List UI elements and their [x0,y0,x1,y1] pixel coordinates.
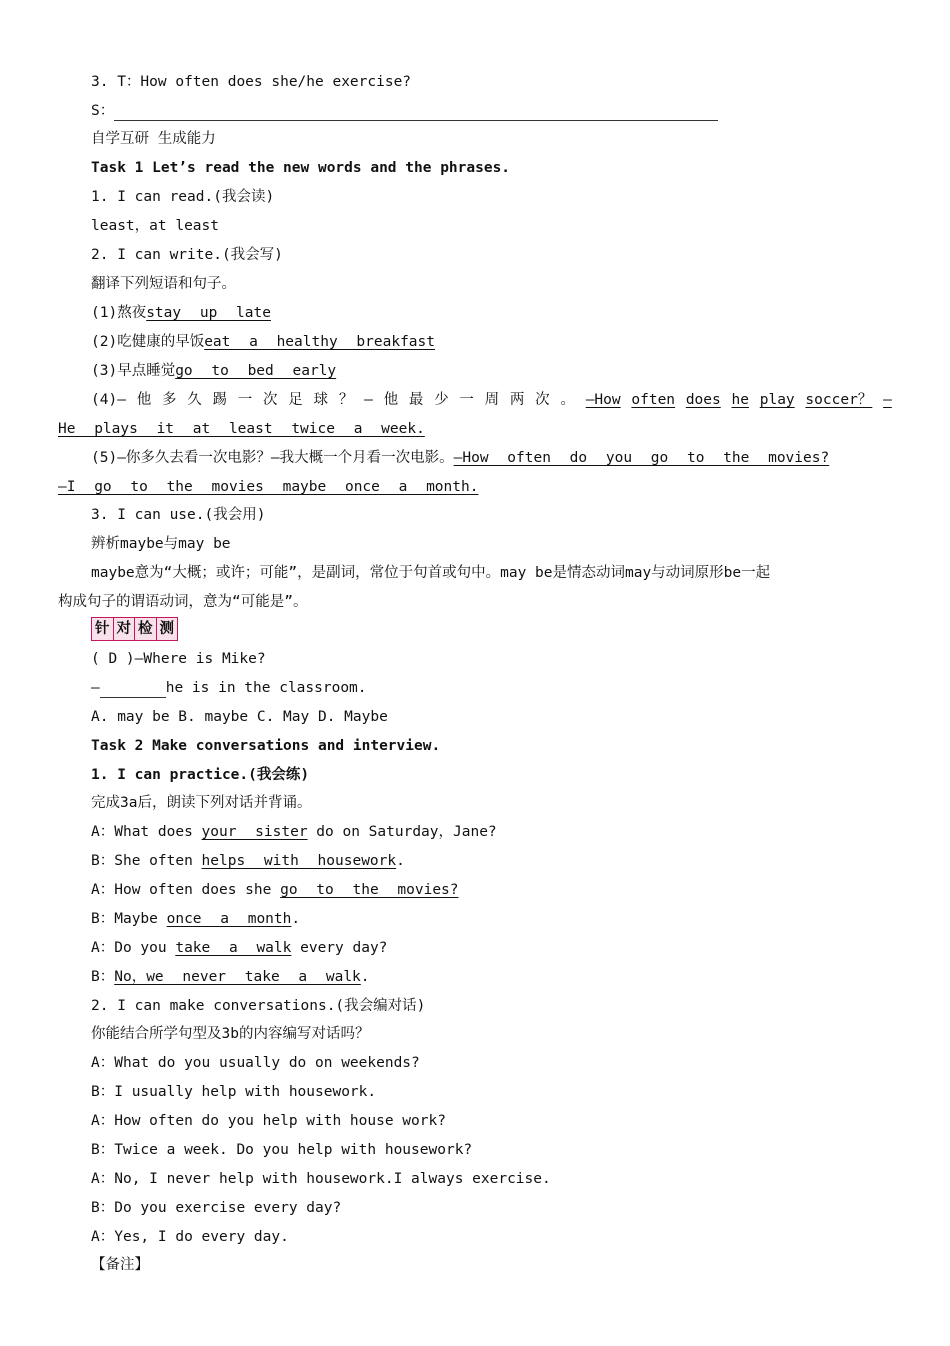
dialog2-line: B：Twice a week. Do you help with housework? [91,1142,473,1158]
task1-title: Task 1 Let’s read the new words and the phrases. [91,160,511,176]
item-4-prompt-char: 足 [288,392,303,408]
mc-blank[interactable] [100,683,166,698]
item-4-prompt-char: 一 [459,392,474,408]
dialog1-line: A：How often does she go to the movies? [91,882,459,898]
item-4-prompt-char: — [364,392,373,408]
read-words: least，at least [91,218,219,234]
item-4-prompt-char: 次 [535,392,550,408]
item-5-answer-continued: —I go to the movies maybe once a month. [58,479,479,495]
item-5-line-2 [58,477,478,497]
item-4-prompt-char: 次 [263,392,278,408]
write-label: 2. I can write.(我会写) [91,247,283,263]
item-5-answer: —How often do you go to the movies? [453,450,830,466]
practice-instruction: 完成3a后，朗读下列对话并背诵。 [91,795,312,811]
item-4-answer-continued: He plays it at least twice a week. [58,421,425,437]
dialog1-line: A：Do you take a walk every day? [91,940,388,956]
dialog2-line: B：Do you exercise every day? [91,1200,342,1216]
item-4-prompt-char: 少 [434,392,449,408]
item-4-answer-word: —How [585,392,621,408]
item-4-answer-word: does [685,392,721,408]
dialog2-line: A：What do you usually do on weekends? [91,1055,420,1071]
item-4-answer-word: play [759,392,795,408]
read-label: 1. I can read.(我会读) [91,189,275,205]
item-4-answer-word: often [631,392,676,408]
task2-title: Task 2 Make conversations and interview. [91,738,441,754]
item-4-prompt-char: (4)— [91,392,126,408]
dialog1-line: B：She often helps with housework. [91,853,405,869]
item-4-prompt-char: 他 [383,392,399,408]
item-4-prompt-char: ？ [338,392,354,408]
item-4-answer-word: he [731,392,749,408]
item-3-answer: go to bed early [175,363,337,379]
item-4-prompt-char: 多 [161,392,177,408]
use-label: 3. I can use.(我会用) [91,507,266,523]
conversation-instruction: 你能结合所学句型及3b的内容编写对话吗？ [91,1026,370,1042]
item-4-prompt-char: 久 [187,392,202,408]
item-1: (1)熬夜stay up late [91,305,271,321]
item-5-line-1: (5)—你多久去看一次电影？—我大概一个月看一次电影。—How often do you go to the movies? [91,450,830,466]
practice-label: 1. I can practice.(我会练) [91,767,310,783]
mc-line-2: — he is in the classroom. [91,680,367,696]
item-4-answer-word: soccer？ [805,392,873,408]
item-3: (3)早点睡觉go to bed early [91,363,337,379]
dialog2-line: A：No, I never help with housework.I always exercise. [91,1171,551,1187]
dialog2-line: A：Yes, I do every day. [91,1229,289,1245]
dialog1-line: B：Maybe once a month. [91,911,301,927]
remarks-heading: 【备注】 [91,1257,149,1273]
explanation-line-1: maybe意为“大概；或许；可能”，是副词，常位于句首或句中。may be是情态动词may与动词原形be一起 [91,565,771,581]
check-stamp: 针 对 检 测 [91,617,178,641]
item-4-prompt-char: 周 [484,392,500,408]
mc-options: A. may be B. maybe C. May D. Maybe [91,709,388,725]
mc-question: ( D )—Where is Mike? [91,651,266,667]
item-4-answer-word: — [883,392,892,408]
item-4-line-2 [58,419,425,439]
item-4-prompt-char: 最 [408,392,424,408]
item-4-prompt-char: 他 [136,392,152,408]
item-4-prompt-char: 两 [509,392,525,408]
item-4-prompt-char: 球 [313,392,329,408]
item-4-prompt-char: 踢 [212,392,227,408]
dialog2-line: B：I usually help with housework. [91,1084,377,1100]
dialog1-line: B：No，we never take a walk. [91,969,370,985]
explanation-line-2: 构成句子的谓语动词，意为“可能是”。 [58,594,308,610]
item-1-answer: stay up late [146,305,271,321]
distinguish-title: 辨析maybe与may be [91,536,231,552]
item-4-prompt-char: 。 [560,392,575,408]
dialog1-line: A：What does your sister do on Saturday，Jane? [91,824,497,840]
answer-blank-line[interactable] [114,106,718,121]
item-4-prompt-char: 一 [237,392,253,408]
item-4-line-1 [91,390,892,410]
q3-student: S： [91,101,718,121]
item-2-answer: eat a healthy breakfast [204,334,435,350]
item-2: (2)吃健康的早饭eat a healthy breakfast [91,334,435,350]
conversation-label: 2. I can make conversations.(我会编对话) [91,998,426,1014]
section-title: 自学互研 生成能力 [91,131,216,147]
dialog2-line: A：How often do you help with house work? [91,1113,446,1129]
q3-teacher: 3. T：How often does she/he exercise? [91,74,412,90]
translate-instruction: 翻译下列短语和句子。 [91,276,236,292]
